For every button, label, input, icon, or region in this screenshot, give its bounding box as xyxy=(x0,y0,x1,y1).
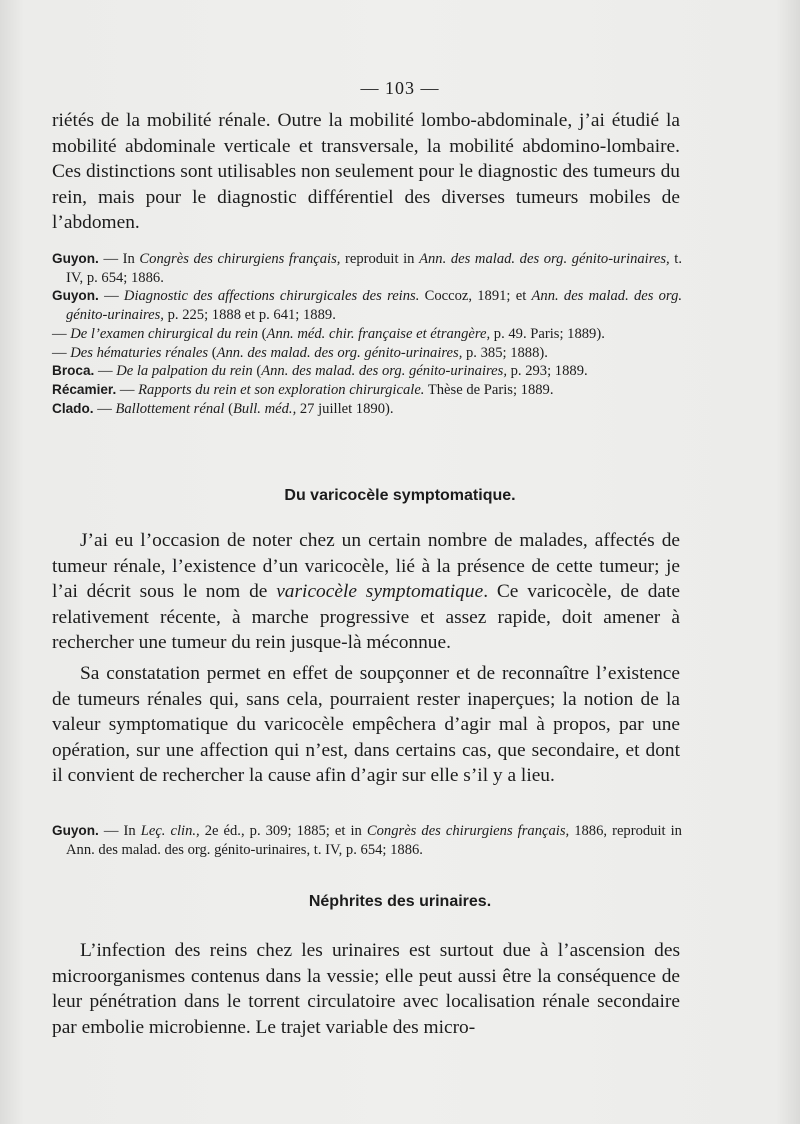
reference-item: Guyon. — In Congrès des chirurgiens français, reproduit in Ann. des malad. des org. génito-urinaires, t. IV, p. 654; 1886. xyxy=(52,251,683,286)
section-heading-nephrites: Néphrites des urinaires. xyxy=(308,893,492,910)
intro-paragraph: riétés de la mobilité rénale. Outre la mobilité lombo-abdominale, j’ai étudié la mobilité abdominale verticale et transversale, la mobilité abdomino-lombaire. Ces distinctions sont utilisables non seulement pour le diagnostic des tumeurs du rein, mais pour le diagnostic différentiel des diverses tumeurs mobiles de l’abdomen. xyxy=(52,110,680,234)
page-number: — 103 — xyxy=(360,78,440,98)
intro-section xyxy=(52,108,680,236)
varicocele-paragraph-2: Sa constatation permet en effet de soupçonner et de reconnaître l’existence de tumeurs rénales qui, sans cela, pourraient rester inaperçues; la notion de la valeur symptomatique du varicocèle empêchera d’agir mal à propos, par une opération, sur une affection qui n’est, dans certains cas, que secondaire, et dont il convient de rechercher la cause afin d’agir sur elle s’il y a lieu. xyxy=(52,662,680,787)
varicocele-paragraph-1: J’ai eu l’occasion de noter chez un certain nombre de malades, affectés de tumeur rénale, l’existence d’un varicocèle, lié à la présence de cette tumeur; je l’ai décrit sous le nom de varicocèle symptomatique. Ce varicocèle, de date relativement récente, à marche progressive et assez rapide, doit amener à rechercher une tumeur du rein jusque-là méconnue. xyxy=(52,530,680,654)
nephrites-section xyxy=(52,938,680,1040)
nephrites-paragraph-1: L’infection des reins chez les urinaires est surtout due à l’ascension des microorganismes contenus dans la vessie; elle peut aussi être la conséquence de leur pénétration dans le torrent circulatoire avec localisation rénale secondaire par embolie microbienne. Le trajet variable des micro- xyxy=(52,940,680,1038)
reference-item: — Des hématuries rénales (Ann. des malad. des org. génito-urinaires, p. 385; 1888). xyxy=(52,344,548,361)
reference-item: Guyon. — In Leç. clin., 2e éd., p. 309; 1885; et in Congrès des chirurgiens français, 1886, reproduit in Ann. des malad. des org. génito-urinaires, t. IV, p. 654; 1886. xyxy=(52,823,682,858)
reference-item: Clado. — Ballottement rénal (Bull. méd., 27 juillet 1890). xyxy=(52,400,394,417)
varicocele-section xyxy=(52,528,680,794)
reference-item: — De l’examen chirurgical du rein (Ann. méd. chir. française et étrangère, p. 49. Paris; 1889). xyxy=(52,325,605,342)
reference-item: Guyon. — Diagnostic des affections chirurgicales des reins. Coccoz, 1891; et Ann. des malad. des org. génito-urinaires, p. 225; 1888 et p. 641; 1889. xyxy=(52,288,683,324)
section-heading-varicocele: Du varicocèle symptomatique. xyxy=(284,487,516,504)
reference-item: Récamier. — Rapports du rein et son exploration chirurgicale. Thèse de Paris; 1889. xyxy=(52,381,554,398)
references-list-1 xyxy=(52,250,682,418)
references-list-2 xyxy=(52,822,682,859)
reference-item: Broca. — De la palpation du rein (Ann. des malad. des org. génito-urinaires, p. 293; 1889. xyxy=(52,363,588,380)
